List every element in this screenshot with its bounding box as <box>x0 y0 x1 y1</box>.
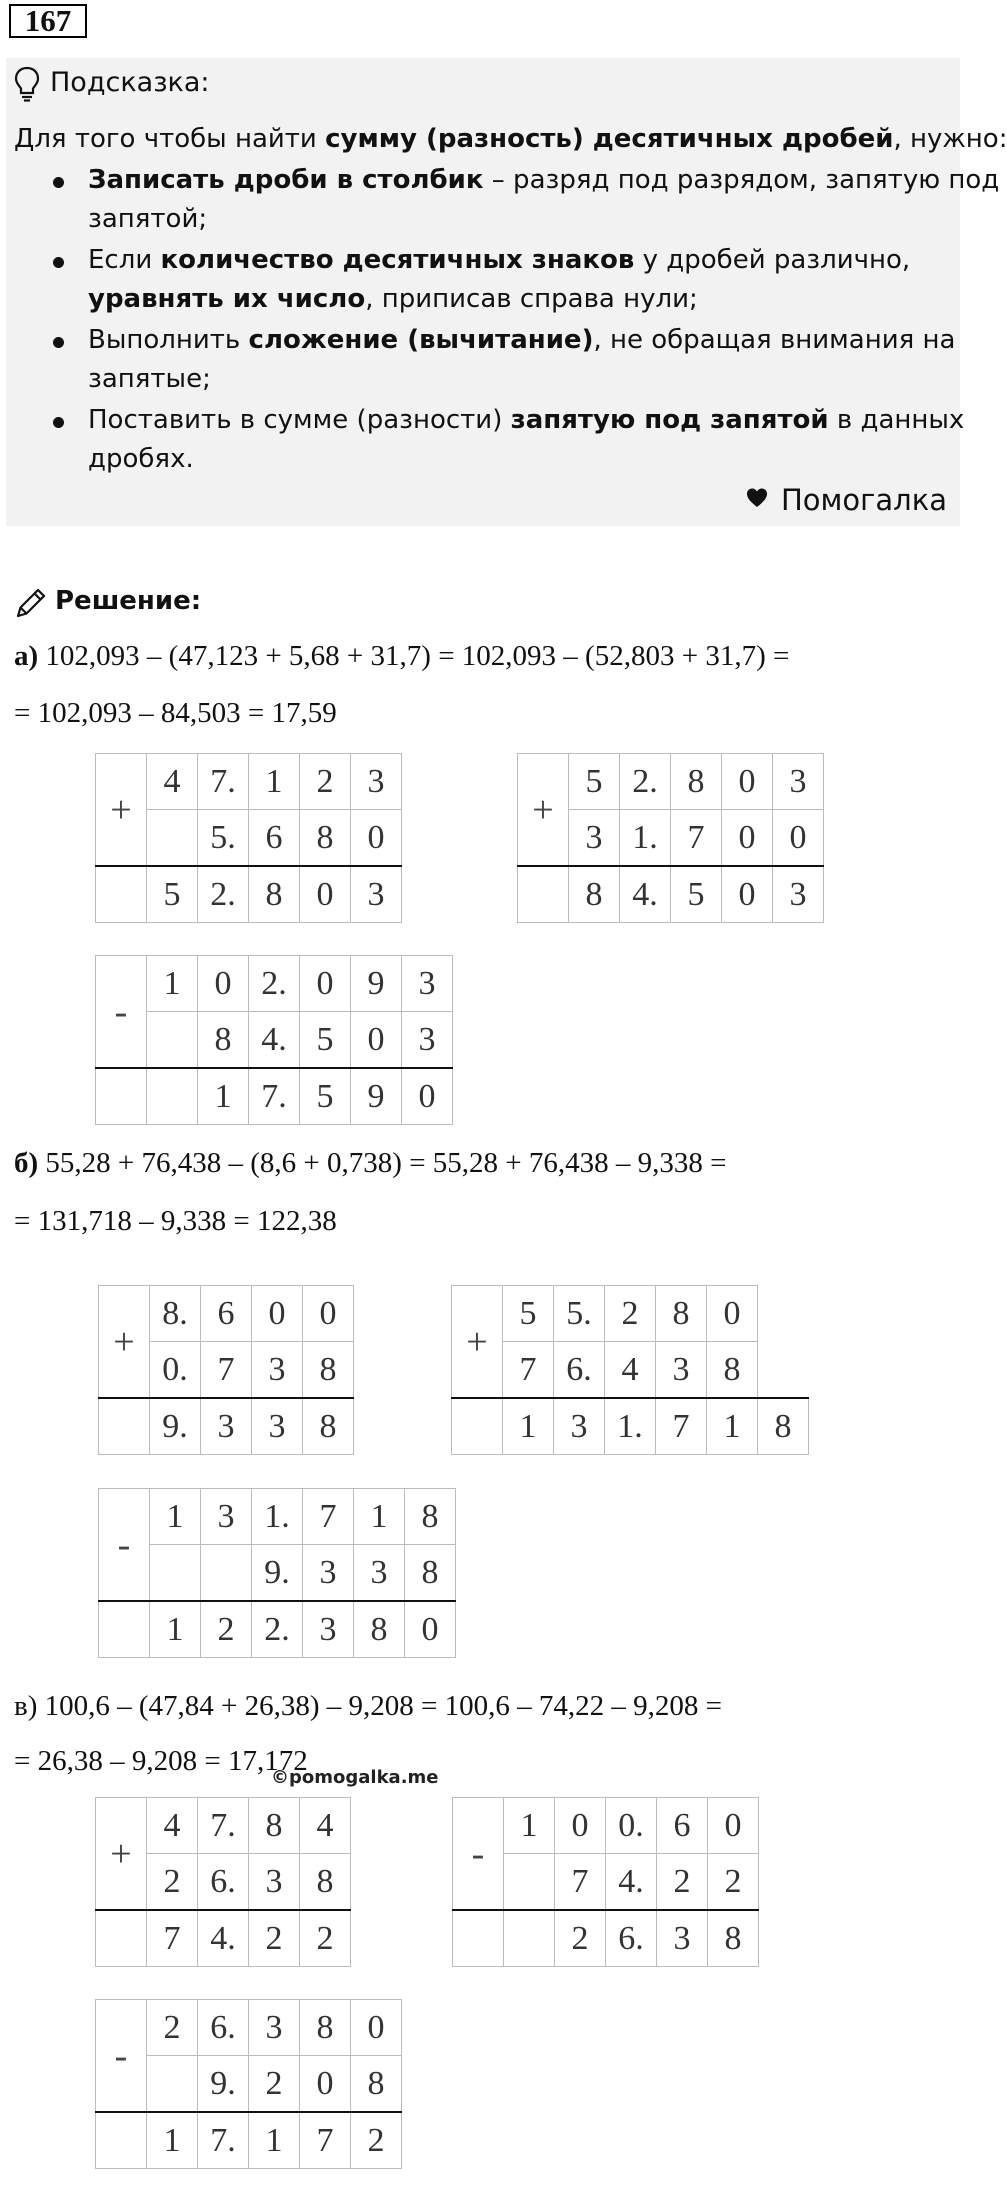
digit-cell: 2 <box>605 1286 656 1342</box>
digit-cell: 3 <box>201 1489 252 1545</box>
heart-icon <box>746 487 768 509</box>
digit-cell: 6. <box>606 1910 657 1967</box>
operand-row <box>518 754 824 810</box>
operand-row <box>96 1798 351 1854</box>
plus-sign: + <box>99 1286 150 1399</box>
digit-cell: 6 <box>249 810 300 867</box>
equation-b-line-1: б) 55,28 + 76,438 – (8,6 + 0,738) = 55,28 + 76,438 – 9,338 = <box>14 1147 727 1179</box>
digit-cell: 7 <box>656 1398 707 1455</box>
digit-cell: 3 <box>569 810 620 867</box>
equation-v-line-1: в) 100,6 – (47,84 + 26,38) – 9,208 = 100,6 – 74,22 – 9,208 = <box>14 1690 722 1722</box>
digit-cell: 0. <box>150 1342 201 1399</box>
digit-cell: 2. <box>198 866 249 923</box>
digit-cell: 1. <box>620 810 671 867</box>
source-label: Помогалка <box>781 483 947 517</box>
empty-cell <box>201 1545 252 1602</box>
empty-cell <box>147 2056 198 2113</box>
result-row <box>96 866 402 923</box>
digit-cell: 1 <box>198 1068 249 1125</box>
digit-cell: 0 <box>402 1068 453 1125</box>
hint-title: Подсказка: <box>50 67 210 98</box>
digit-cell: 2 <box>300 754 351 810</box>
digit-cell: 0 <box>707 1286 758 1342</box>
digit-cell: 2 <box>300 1910 351 1967</box>
digit-cell: 8 <box>707 1342 758 1399</box>
empty-cell <box>150 1545 201 1602</box>
digit-cell: 1. <box>252 1489 303 1545</box>
operand-row <box>452 1286 809 1342</box>
digit-cell: 4 <box>147 754 198 810</box>
digit-cell: 7 <box>671 810 722 867</box>
operand-row <box>96 1012 453 1069</box>
digit-cell: 1 <box>150 1601 201 1658</box>
empty-cell <box>147 810 198 867</box>
digit-cell: 8 <box>300 2000 351 2056</box>
empty-cell <box>99 1601 150 1658</box>
solution-title: Решение: <box>55 586 202 616</box>
result-row <box>96 2112 402 2169</box>
digit-cell: 0 <box>300 2056 351 2113</box>
equation-b-line-2: = 131,718 – 9,338 = 122,38 <box>14 1205 337 1237</box>
plus-sign: + <box>96 754 147 867</box>
digit-cell: 2 <box>708 1854 759 1911</box>
digit-cell: 8 <box>671 754 722 810</box>
digit-cell: 8 <box>405 1545 456 1602</box>
digit-cell: 8 <box>300 810 351 867</box>
digit-cell: 5 <box>147 866 198 923</box>
column-calc-a3 <box>95 955 453 1125</box>
digit-cell: 4. <box>606 1854 657 1911</box>
digit-cell: 3 <box>249 1854 300 1911</box>
digit-cell: 3 <box>303 1601 354 1658</box>
operand-row <box>96 956 453 1012</box>
digit-cell: 0 <box>300 956 351 1012</box>
digit-cell: 4 <box>605 1342 656 1399</box>
digit-cell: 2 <box>147 2000 198 2056</box>
digit-cell: 9. <box>198 2056 249 2113</box>
digit-cell: 3 <box>354 1545 405 1602</box>
digit-cell: 1 <box>249 754 300 810</box>
plus-sign: + <box>518 754 569 867</box>
digit-cell: 8 <box>249 866 300 923</box>
digit-cell: 7 <box>300 2112 351 2169</box>
column-calc-v2 <box>452 1797 759 1967</box>
digit-cell: 4 <box>147 1798 198 1854</box>
digit-cell: 0. <box>606 1798 657 1854</box>
digit-cell: 9 <box>351 1068 402 1125</box>
digit-cell: 3 <box>402 1012 453 1069</box>
plus-sign: + <box>96 1798 147 1911</box>
digit-cell: 6 <box>201 1286 252 1342</box>
digit-cell: 1. <box>605 1398 656 1455</box>
digit-cell: 8 <box>758 1398 809 1455</box>
result-row <box>96 1068 453 1125</box>
bullet-dot <box>53 257 64 268</box>
digit-cell: 4. <box>198 1910 249 1967</box>
digit-cell: 2 <box>657 1854 708 1911</box>
digit-cell: 5. <box>554 1286 605 1342</box>
operand-row <box>452 1342 809 1399</box>
column-calc-b1 <box>98 1285 354 1455</box>
digit-cell: 7 <box>503 1342 554 1399</box>
column-calc-a1 <box>95 753 402 923</box>
hint-bullet-2: Если количество десятичных знаков у дробей различно, <box>88 245 911 275</box>
column-calc-b2 <box>451 1285 809 1455</box>
digit-cell: 0 <box>773 810 824 867</box>
empty-cell <box>147 1012 198 1069</box>
digit-cell: 8 <box>300 1854 351 1911</box>
digit-cell: 6. <box>198 2000 249 2056</box>
column-calc-v3 <box>95 1999 402 2169</box>
digit-cell: 0 <box>300 866 351 923</box>
digit-cell: 2 <box>555 1910 606 1967</box>
hint-bullet-1-cont: запятой; <box>88 204 208 234</box>
empty-cell <box>518 866 569 923</box>
empty-cell <box>96 866 147 923</box>
empty-cell <box>96 2112 147 2169</box>
digit-cell: 3 <box>656 1342 707 1399</box>
digit-cell: 7. <box>198 754 249 810</box>
result-row <box>96 1910 351 1967</box>
column-calc-v1 <box>95 1797 351 1967</box>
result-row <box>453 1910 759 1967</box>
digit-cell: 0 <box>303 1286 354 1342</box>
digit-cell: 7. <box>249 1068 300 1125</box>
empty-cell <box>504 1910 555 1967</box>
digit-cell: 0 <box>722 754 773 810</box>
digit-cell: 3 <box>773 866 824 923</box>
digit-cell: 0 <box>722 810 773 867</box>
digit-cell: 1 <box>147 956 198 1012</box>
digit-cell: 3 <box>351 754 402 810</box>
digit-cell: 3 <box>402 956 453 1012</box>
empty-cell <box>452 1398 503 1455</box>
digit-cell: 1 <box>354 1489 405 1545</box>
minus-sign: - <box>99 1489 150 1602</box>
watermark: ©pomogalka.me <box>271 1767 439 1788</box>
digit-cell: 4. <box>249 1012 300 1069</box>
empty-cell <box>504 1854 555 1911</box>
hint-bullet-1: Записать дроби в столбик – разряд под разрядом, запятую под <box>88 165 1000 195</box>
digit-cell: 0 <box>351 2000 402 2056</box>
digit-cell: 0 <box>198 956 249 1012</box>
operand-row <box>99 1286 354 1342</box>
digit-cell: 8 <box>708 1910 759 1967</box>
hint-bullet-4: Поставить в сумме (разности) запятую под запятой в данных <box>88 405 965 435</box>
column-calc-a2 <box>517 753 824 923</box>
digit-cell: 3 <box>657 1910 708 1967</box>
digit-cell: 2 <box>147 1854 198 1911</box>
minus-sign: - <box>96 2000 147 2113</box>
digit-cell: 6 <box>657 1798 708 1854</box>
result-row <box>452 1398 809 1455</box>
digit-cell: 5 <box>503 1286 554 1342</box>
digit-cell: 1 <box>150 1489 201 1545</box>
digit-cell: 8 <box>303 1342 354 1399</box>
digit-cell: 7 <box>555 1854 606 1911</box>
digit-cell: 5 <box>569 754 620 810</box>
minus-sign: - <box>96 956 147 1069</box>
equation-a-line-1: а) 102,093 – (47,123 + 5,68 + 31,7) = 102,093 – (52,803 + 31,7) = <box>14 640 790 672</box>
digit-cell: 3 <box>554 1398 605 1455</box>
digit-cell: 8 <box>303 1398 354 1455</box>
lightbulb-icon <box>14 66 40 102</box>
digit-cell: 0 <box>405 1601 456 1658</box>
digit-cell: 0 <box>351 1012 402 1069</box>
hint-bullet-4-cont: дробях. <box>88 444 194 474</box>
digit-cell: 1 <box>147 2112 198 2169</box>
column-calc-b3 <box>98 1488 456 1658</box>
digit-cell: 0 <box>722 866 773 923</box>
pencil-icon <box>14 586 48 620</box>
digit-cell: 2. <box>620 754 671 810</box>
digit-cell: 8. <box>150 1286 201 1342</box>
digit-cell: 0 <box>708 1798 759 1854</box>
hint-bullet-3: Выполнить сложение (вычитание), не обращая внимания на <box>88 325 956 355</box>
digit-cell: 1 <box>503 1398 554 1455</box>
digit-cell: 7 <box>303 1489 354 1545</box>
digit-cell: 2 <box>249 2056 300 2113</box>
digit-cell: 8 <box>249 1798 300 1854</box>
empty-cell <box>147 1068 198 1125</box>
digit-cell: 8 <box>351 2056 402 2113</box>
operand-row <box>99 1545 456 1602</box>
digit-cell: 0 <box>351 810 402 867</box>
bullet-dot <box>53 177 64 188</box>
minus-sign: - <box>453 1798 504 1911</box>
digit-cell: 8 <box>656 1286 707 1342</box>
digit-cell: 8 <box>405 1489 456 1545</box>
digit-cell: 3 <box>351 866 402 923</box>
digit-cell: 1 <box>249 2112 300 2169</box>
digit-cell: 5 <box>300 1068 351 1125</box>
digit-cell: 4 <box>300 1798 351 1854</box>
hint-intro: Для того чтобы найти сумму (разность) десятичных дробей, нужно: <box>14 124 1007 154</box>
empty-cell <box>96 1068 147 1125</box>
operand-row <box>453 1798 759 1854</box>
hint-bullet-2-cont: уравнять их число, приписав справа нули; <box>88 284 698 314</box>
digit-cell: 5 <box>671 866 722 923</box>
digit-cell: 7 <box>147 1910 198 1967</box>
digit-cell: 5. <box>198 810 249 867</box>
empty-cell <box>96 1910 147 1967</box>
digit-cell: 6. <box>198 1854 249 1911</box>
digit-cell: 0 <box>555 1798 606 1854</box>
digit-cell: 3 <box>303 1545 354 1602</box>
digit-cell: 2. <box>249 956 300 1012</box>
digit-cell: 3 <box>773 754 824 810</box>
digit-cell: 1 <box>707 1398 758 1455</box>
digit-cell: 2. <box>252 1601 303 1658</box>
digit-cell: 9. <box>252 1545 303 1602</box>
digit-cell: 6. <box>554 1342 605 1399</box>
digit-cell: 9. <box>150 1398 201 1455</box>
empty-cell <box>453 1910 504 1967</box>
digit-cell: 9 <box>351 956 402 1012</box>
digit-cell: 8 <box>569 866 620 923</box>
digit-cell: 2 <box>249 1910 300 1967</box>
digit-cell: 3 <box>249 2000 300 2056</box>
digit-cell: 3 <box>252 1342 303 1399</box>
operand-row <box>96 754 402 810</box>
result-row <box>99 1398 354 1455</box>
digit-cell: 4. <box>620 866 671 923</box>
digit-cell: 8 <box>354 1601 405 1658</box>
digit-cell: 3 <box>201 1398 252 1455</box>
digit-cell: 1 <box>504 1798 555 1854</box>
equation-a-line-2: = 102,093 – 84,503 = 17,59 <box>14 697 337 729</box>
hint-bullet-3-cont: запятые; <box>88 364 211 394</box>
result-row <box>99 1601 456 1658</box>
empty-cell <box>99 1398 150 1455</box>
digit-cell: 3 <box>252 1398 303 1455</box>
operand-row <box>96 2000 402 2056</box>
digit-cell: 7 <box>201 1342 252 1399</box>
digit-cell: 7. <box>198 2112 249 2169</box>
digit-cell: 5 <box>300 1012 351 1069</box>
result-row <box>518 866 824 923</box>
digit-cell: 2 <box>201 1601 252 1658</box>
bullet-dot <box>53 417 64 428</box>
digit-cell: 8 <box>198 1012 249 1069</box>
digit-cell: 0 <box>252 1286 303 1342</box>
bullet-dot <box>53 337 64 348</box>
plus-sign: + <box>452 1286 503 1399</box>
digit-cell: 2 <box>351 2112 402 2169</box>
problem-number: 167 <box>9 4 87 38</box>
digit-cell: 7. <box>198 1798 249 1854</box>
operand-row <box>99 1489 456 1545</box>
equation-v-line-2: = 26,38 – 9,208 = 17,172 <box>14 1745 308 1777</box>
